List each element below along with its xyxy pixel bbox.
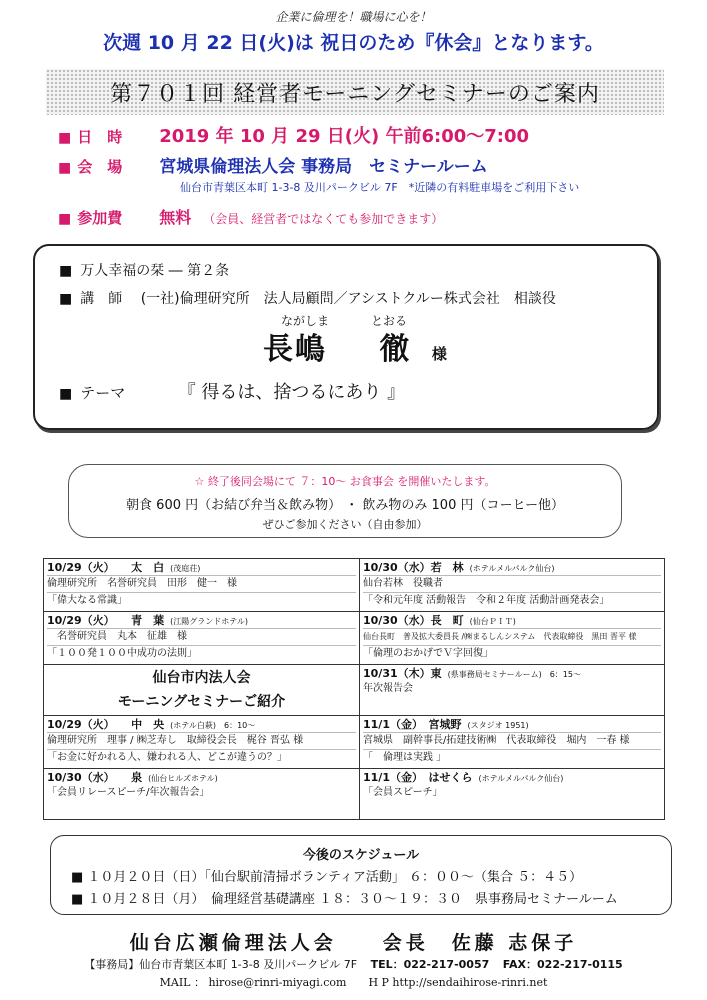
seminar-place: (茂庭荘) (170, 564, 201, 573)
ruby-family: ながしま (281, 314, 330, 328)
table-row (44, 716, 665, 769)
seminar-cell-izumi (44, 769, 360, 820)
square-bullet-icon: ■ (58, 211, 72, 227)
theme-label: テーマ (80, 384, 126, 402)
page-title-text: 第７０１回 経営者モーニングセミナーのご案内 (110, 81, 600, 107)
ruby-given: とおる (371, 314, 408, 328)
seminar-cell-higashi (360, 665, 665, 716)
table-row (44, 665, 665, 716)
seminar-theme: 「 倫理は実践 」 (363, 749, 661, 766)
square-bullet-icon: ■ (58, 130, 72, 146)
seminar-cell-aoba (44, 612, 360, 665)
square-bullet-icon: ■ (59, 386, 73, 402)
table-row (44, 559, 665, 612)
seminar-place: (ホテル白萩) 6：10～ (170, 721, 256, 730)
square-bullet-icon: ■ (59, 263, 73, 279)
seminar-head: 10/29（火） 中 央 (47, 718, 165, 731)
schedule-box (50, 835, 672, 915)
seminar-speaker: 名誉研究員 丸本 征雄 様 (47, 628, 356, 645)
tagline: 企業に倫理を！職場に心を！ (275, 10, 432, 24)
schedule-title: 今後のスケジュール (302, 848, 420, 863)
holiday-notice: 次週 10 月 22 日(火)は 祝日のため『休会』となります。 (103, 32, 604, 54)
seminar-place: (仙台ＰＩＴ) (469, 617, 516, 626)
seminar-head: 11/1（金） はせくら (363, 771, 473, 784)
seminar-place: (スタジオ 1951) (467, 721, 529, 730)
seminar-head: 11/1（金） 宮城野 (363, 718, 462, 731)
fee-value: 無料 (159, 208, 192, 227)
seminar-speaker: 宮城県 副幹事長/拓建技術㈱ 代表取締役 堀内 一春 様 (363, 732, 661, 749)
fee-label: 参加費 (77, 209, 123, 227)
seminar-place: (県事務局セミナールーム) 6：15～ (447, 670, 581, 679)
schedule-item: ■ １０月２０日（日）「仙台駅前清掃ボランティア活動」 ６：００～（集合 ５：４５） (71, 870, 583, 885)
seminar-cell-chuo (44, 716, 360, 769)
seminar-theme: 「倫理のおかげでＶ字回復」 (363, 645, 661, 662)
seminar-theme: 「会員スピーチ」 (363, 787, 443, 798)
date-row (58, 122, 529, 148)
theme-line (59, 378, 405, 404)
seminar-head: 10/30（水） 泉 (47, 771, 143, 784)
venue-address: 仙台市青葉区本町 1-3-8 及川パークビル 7F *近隣の有料駐車場をご利用下さい (180, 181, 580, 194)
organization-name: 仙台広瀬倫理法人会 会長 佐藤 志保子 (129, 932, 578, 954)
seminar-cell-nagamachi (360, 612, 665, 665)
seminar-cell-miyagino (360, 716, 665, 769)
page-title (46, 69, 664, 115)
office-contact (0, 956, 707, 972)
lecturer-label: 講 師 (80, 291, 123, 307)
seminar-cell-wakabayashi (360, 559, 665, 612)
seminar-head: 10/30（水）若 林 (363, 561, 464, 574)
lecturer-name (263, 324, 449, 368)
meal-announcement: ☆ 終了後同会場にて ７：10～ お食事会 を開催いたします。 (194, 475, 496, 488)
clause-line (59, 260, 229, 280)
intro-line2: モーニングセミナーご紹介 (117, 694, 286, 710)
seminar-cell-taihaku (44, 559, 360, 612)
seminar-place: (仙台ヒルズホテル) (148, 774, 218, 783)
intro-line1: 仙台市内法人会 (152, 670, 251, 686)
seminar-theme: 「令和元年度 活動報告 令和２年度 活動計画発表会」 (363, 592, 661, 609)
table-row (44, 612, 665, 665)
intro-cell (44, 665, 360, 716)
seminar-head: 10/31（木）東 (363, 667, 442, 680)
seminar-place: (江陽グランドホテル) (170, 617, 248, 626)
clause-text: 万人幸福の栞 ― 第２条 (80, 263, 230, 279)
seminar-speaker: 仙台若林 役職者 (363, 575, 661, 592)
square-bullet-icon: ■ (58, 160, 72, 176)
seminar-theme: 「偉大なる常識」 (47, 592, 356, 609)
lecture-box (33, 244, 659, 430)
seminar-theme: 年次報告会 (363, 683, 413, 694)
square-bullet-icon: ■ (59, 291, 73, 307)
seminar-table (43, 558, 665, 820)
date-label: 日 時 (77, 128, 123, 146)
seminar-head: 10/30（水）長 町 (363, 614, 464, 627)
lecturer-org: (一社)倫理研究所 法人局顧問／アシストクルー株式会社 相談役 (140, 291, 556, 307)
meal-prices: 朝食 600 円（お結び弁当＆飲み物） ・ 飲み物のみ 100 円（コーヒー他） (126, 498, 564, 513)
name-family: 長嶋 (263, 332, 327, 367)
seminar-speaker: 仙台長町 普及拡大委員長 /㈱まるしんシステム 代表取締役 黒田 晋平 様 (363, 628, 661, 645)
fee-note: （会員、経営者ではなくても参加できます） (203, 212, 444, 226)
seminar-head: 10/29（火） 青 葉 (47, 614, 165, 627)
office-fax: FAX：022-217-0115 (502, 958, 623, 971)
mail-web-line: MAIL ： hirose@rinri-miyagi.com H P http://sendaihirose-rinri.net (159, 976, 548, 989)
venue-row (58, 152, 488, 177)
schedule-item: ■ １０月２８日（月） 倫理経営基礎講座 １８：３０～１９：３０ 県事務局セミナールーム (71, 892, 618, 907)
fee-row (58, 205, 443, 228)
name-given: 徹 (379, 332, 412, 367)
theme-title: 『 得るは、捨つるにあり 』 (177, 382, 406, 403)
meal-invite: ぜひご参加ください（自由参加） (262, 518, 428, 531)
seminar-cell-hasekura (360, 769, 665, 820)
seminar-theme: 「お金に好かれる人、嫌われる人、どこが違うの？」 (47, 749, 356, 766)
seminar-place: (ホテルメルパルク仙台) (469, 564, 555, 573)
date-value: 2019 年 10 月 29 日(火) 午前6:00～7:00 (159, 126, 530, 147)
venue-label: 会 場 (77, 158, 123, 176)
seminar-place: (ホテルメルパルク仙台) (478, 774, 564, 783)
seminar-theme: 「１００発１００中成功の法則」 (47, 645, 356, 662)
office-address: 【事務局】仙台市青葉区本町 1-3-8 及川パークビル 7F (84, 958, 358, 971)
office-tel: TEL：022-217-0057 (370, 958, 490, 971)
lecturer-line (59, 288, 556, 308)
seminar-theme: 「会員リレースピーチ/年次報告会」 (47, 787, 210, 798)
seminar-speaker: 倫理研究所 理事 / ㈱芝寿し 取締役会長 梶谷 晋弘 様 (47, 732, 356, 749)
table-row (44, 769, 665, 820)
seminar-head: 10/29（火） 太 白 (47, 561, 165, 574)
seminar-speaker: 倫理研究所 名誉研究員 田形 健一 様 (47, 575, 356, 592)
honorific: 様 (431, 345, 449, 363)
venue-value: 宮城県倫理法人会 事務局 セミナールーム (159, 157, 488, 177)
meal-box (68, 464, 622, 538)
